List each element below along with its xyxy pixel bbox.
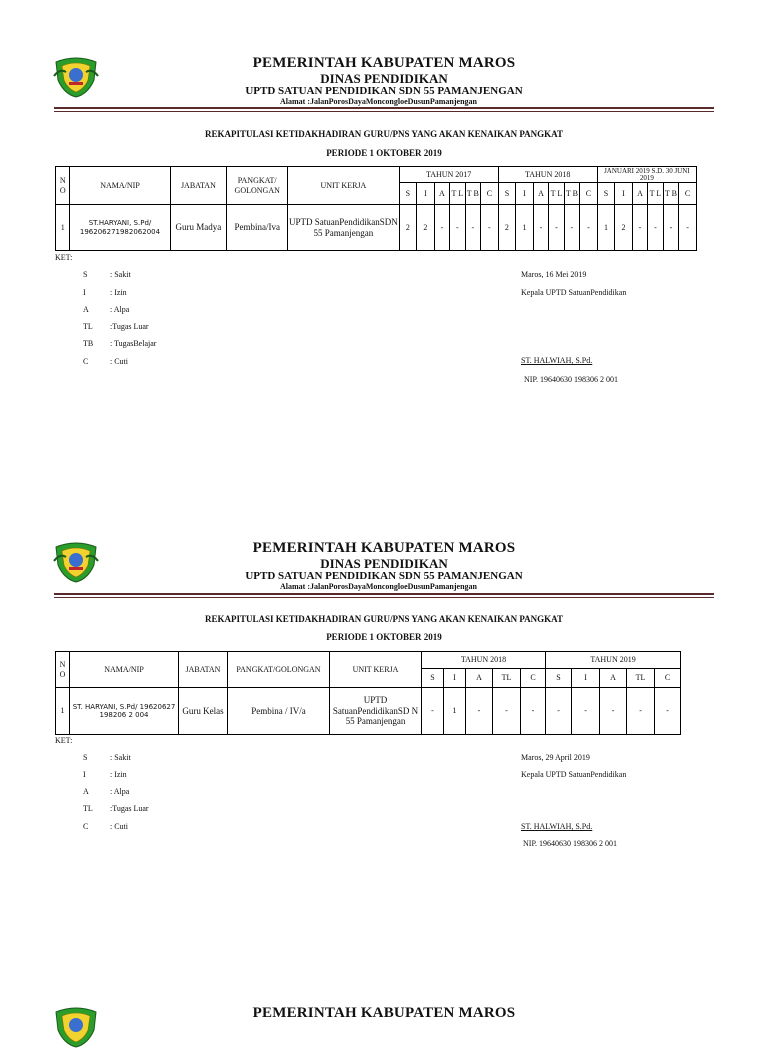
subcol-tl: TL (627, 669, 655, 688)
header-address: Alamat :JalanPorosDayaMoncongloeDusunPamanjengan (280, 582, 477, 591)
cell-value: - (533, 205, 548, 251)
cell-value: - (521, 688, 546, 735)
subcol-tb: T B (564, 183, 579, 205)
legend-desc: : Sakit (110, 270, 131, 279)
signature-position: Kepala UPTD SatuanPendidikan (521, 288, 627, 297)
legend-code: I (83, 770, 86, 779)
subcol-tl: T L (549, 183, 564, 205)
signature-name: ST. HALWIAH, S.Pd. (521, 356, 593, 365)
legend-heading: KET: (55, 736, 73, 745)
legend-desc: : TugasBelajar (110, 339, 157, 348)
legend-code: C (83, 357, 89, 366)
legend-code: TL (83, 322, 93, 331)
cell-value: - (572, 688, 600, 735)
legend-desc: :Tugas Luar (110, 322, 149, 331)
col-header-work-unit: UNIT KERJA (330, 652, 422, 688)
subcol-s: S (546, 669, 572, 688)
signature-nip: NIP. 19640630 198306 2 001 (524, 375, 619, 384)
legend-desc: : Alpa (110, 787, 130, 796)
subcol-a: A (632, 183, 647, 205)
cell-value: - (632, 205, 647, 251)
header-divider (54, 107, 714, 109)
cell-value: 1 (597, 205, 615, 251)
cell-name-nip: ST. HARYANI, S.Pd/ 19620627 198206 2 004 (70, 688, 179, 735)
subcol-tl: T L (648, 183, 663, 205)
report-title: REKAPITULASI KETIDAKHADIRAN GURU/PNS YANG AKAN KENAIKAN PANGKAT (204, 129, 564, 139)
subcol-s: S (597, 183, 615, 205)
col-header-work-unit: UNIT KERJA (288, 167, 399, 205)
cell-name-nip: ST.HARYANI, S.Pd/ 196206271982062004 (70, 205, 170, 251)
subcol-a: A (533, 183, 548, 205)
legend-desc: :Tugas Luar (110, 804, 149, 813)
attendance-table (55, 651, 681, 735)
header-divider-thin (54, 597, 714, 598)
col-header-year-2018: TAHUN 2018 (498, 167, 597, 183)
cell-value: 1 (444, 688, 466, 735)
cell-rank: Pembina/Iva (227, 205, 288, 251)
header-government-title: PEMERINTAH KABUPATEN MAROS (252, 540, 516, 556)
cell-position: Guru Kelas (179, 688, 228, 735)
cell-position: Guru Madya (170, 205, 227, 251)
col-header-no: N O (56, 652, 70, 688)
subcol-a: A (434, 183, 449, 205)
signature-name: ST. HALWIAH, S.Pd. (521, 822, 593, 831)
legend-code: A (83, 305, 89, 314)
cell-work-unit: UPTD SatuanPendidikanSD N 55 Pamanjengan (330, 688, 422, 735)
col-header-year-2018: TAHUN 2018 (422, 652, 546, 669)
cell-value: - (655, 688, 681, 735)
subcol-i: I (444, 669, 466, 688)
header-address: Alamat :JalanPorosDayaMoncongloeDusunPamanjengan (280, 97, 477, 106)
cell-value: 2 (615, 205, 633, 251)
header-government-title: PEMERINTAH KABUPATEN MAROS (252, 55, 516, 71)
subcol-s: S (422, 669, 444, 688)
col-header-year-2019: TAHUN 2019 (546, 652, 681, 669)
header-agency-title: DINAS PENDIDIKAN (320, 556, 448, 571)
legend-code: S (83, 270, 88, 279)
subcol-tb: T B (663, 183, 678, 205)
subcol-tb: T B (465, 183, 480, 205)
header-school-title: UPTD SATUAN PENDIDIKAN SDN 55 PAMANJENGAN (245, 570, 523, 582)
signature-date: Maros, 29 April 2019 (521, 753, 590, 762)
subcol-c: C (580, 183, 598, 205)
legend-desc: : Cuti (110, 822, 129, 831)
subcol-c: C (521, 669, 546, 688)
legend-desc: : Cuti (110, 357, 129, 366)
subcol-a: A (466, 669, 493, 688)
cell-value: - (564, 205, 579, 251)
subcol-s: S (498, 183, 516, 205)
cell-value: - (450, 205, 465, 251)
subcol-i: I (516, 183, 534, 205)
report-title: REKAPITULASI KETIDAKHADIRAN GURU/PNS YANG AKAN KENAIKAN PANGKAT (204, 614, 564, 624)
col-header-name-nip: NAMA/NIP (70, 167, 170, 205)
subcol-c: C (481, 183, 499, 205)
subcol-i: I (417, 183, 435, 205)
legend-code: A (83, 787, 89, 796)
cell-value: - (549, 205, 564, 251)
header-agency-title: DINAS PENDIDIKAN (320, 71, 448, 86)
table-row (56, 205, 697, 251)
cell-value: - (481, 205, 499, 251)
subcol-s: S (399, 183, 417, 205)
signature-position: Kepala UPTD SatuanPendidikan (521, 770, 627, 779)
signature-date: Maros, 16 Mei 2019 (521, 270, 587, 279)
cell-value: 2 (399, 205, 417, 251)
cell-no: 1 (56, 688, 70, 735)
subcol-tl: T L (450, 183, 465, 205)
cell-value: - (546, 688, 572, 735)
subcol-a: A (600, 669, 627, 688)
subcol-i: I (572, 669, 600, 688)
cell-value: - (663, 205, 678, 251)
attendance-table (55, 166, 697, 251)
header-divider (54, 593, 714, 595)
header-government-title: PEMERINTAH KABUPATEN MAROS (252, 1005, 516, 1021)
cell-value: 2 (498, 205, 516, 251)
report-period: PERIODE 1 OKTOBER 2019 (326, 148, 442, 158)
cell-value: 1 (516, 205, 534, 251)
subcol-c: C (655, 669, 681, 688)
col-header-no: N O (56, 167, 70, 205)
subcol-c: C (679, 183, 697, 205)
legend-code: I (83, 288, 86, 297)
cell-value: - (466, 688, 493, 735)
legend-heading: KET: (55, 253, 73, 262)
cell-value: 2 (417, 205, 435, 251)
legend-code: TL (83, 804, 93, 813)
signature-nip: NIP. 19640630 198306 2 001 (523, 839, 618, 848)
col-header-jan-jun-2019: JANUARI 2019 S.D. 30 JUNI 2019 (597, 167, 696, 183)
col-header-position: JABATAN (179, 652, 228, 688)
cell-value: - (465, 205, 480, 251)
col-header-year-2017: TAHUN 2017 (399, 167, 498, 183)
header-divider-thin (54, 111, 714, 112)
legend-code: C (83, 822, 89, 831)
legend-desc: : Izin (110, 770, 127, 779)
cell-value: - (422, 688, 444, 735)
cell-value: - (580, 205, 598, 251)
subcol-tl: TL (493, 669, 521, 688)
legend-desc: : Izin (110, 288, 127, 297)
report-period: PERIODE 1 OKTOBER 2019 (326, 632, 442, 642)
cell-value: - (679, 205, 697, 251)
cell-value: - (493, 688, 521, 735)
cell-value: - (648, 205, 663, 251)
cell-work-unit: UPTD SatuanPendidikanSDN 55 Pamanjengan (288, 205, 399, 251)
legend-desc: : Sakit (110, 753, 131, 762)
cell-value: - (434, 205, 449, 251)
cell-value: - (600, 688, 627, 735)
legend-desc: : Alpa (110, 305, 130, 314)
cell-value: - (627, 688, 655, 735)
col-header-rank: PANGKAT/ GOLONGAN (227, 167, 288, 205)
cell-rank: Pembina / IV/a (228, 688, 330, 735)
subcol-i: I (615, 183, 633, 205)
table-row (56, 688, 681, 735)
cell-no: 1 (56, 205, 70, 251)
col-header-rank: PANGKAT/GOLONGAN (228, 652, 330, 688)
legend-code: S (83, 753, 88, 762)
col-header-name-nip: NAMA/NIP (70, 652, 179, 688)
col-header-position: JABATAN (170, 167, 227, 205)
legend-code: TB (83, 339, 94, 348)
header-school-title: UPTD SATUAN PENDIDIKAN SDN 55 PAMANJENGAN (245, 85, 523, 97)
